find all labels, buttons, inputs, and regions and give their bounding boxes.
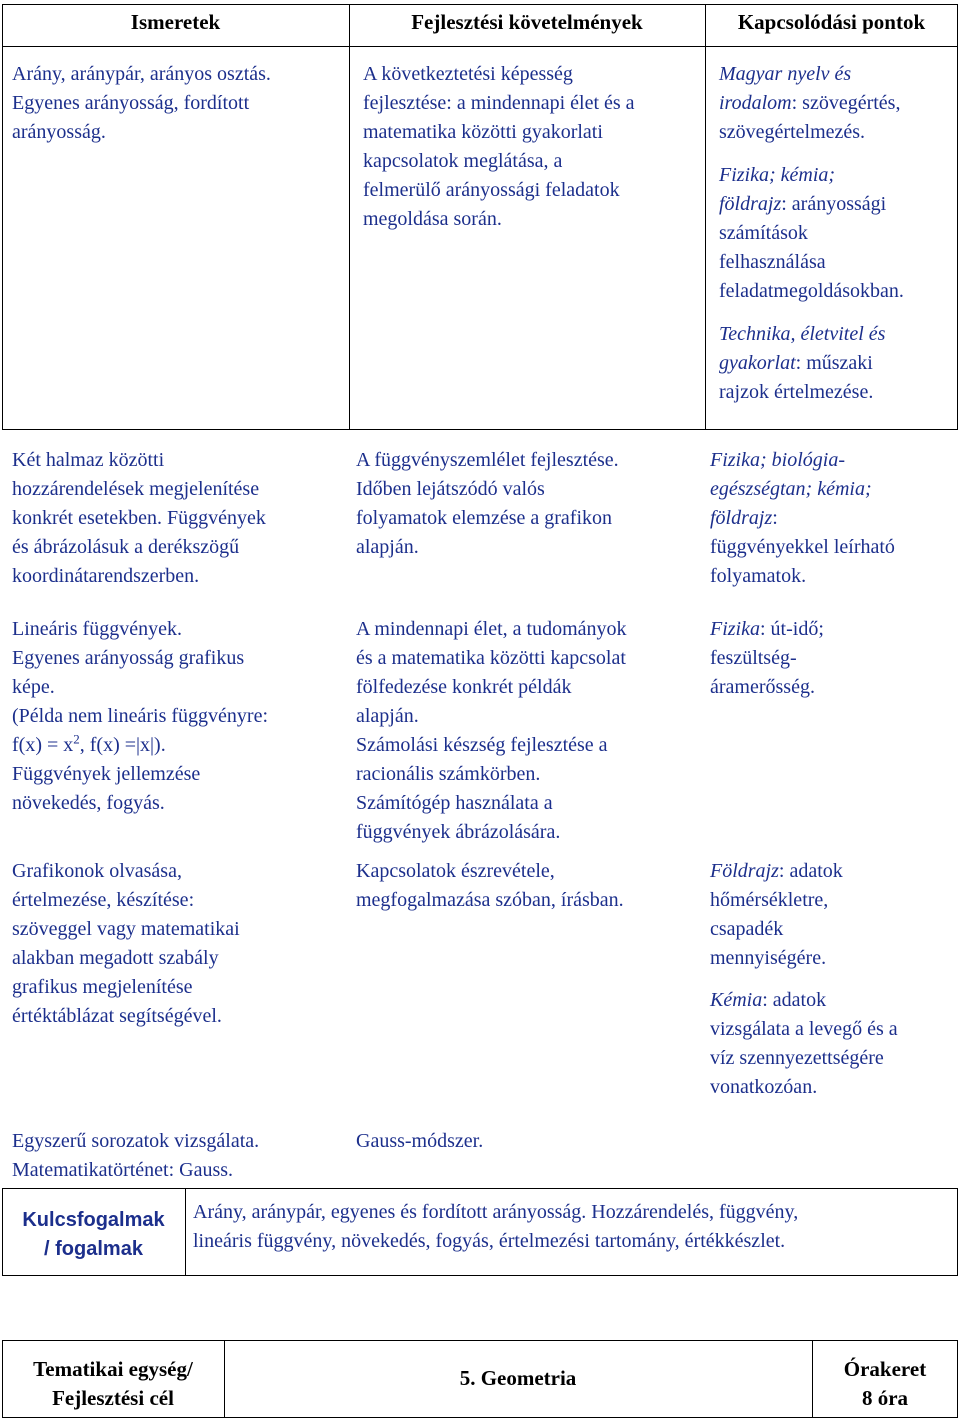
row1-requirements [363,60,635,234]
subject-name: Földrajz [710,860,779,882]
subject-name: földrajz [719,193,782,215]
text-line: víz szennyezettségére [710,1047,884,1069]
formula-exponent: 2 [73,731,80,747]
text-line: Matematikatörténet: Gauss. [12,1159,234,1181]
text-line: A mindennapi élet, a tudományok [356,618,627,640]
text-line: kapcsolatok meglátása, a [363,150,563,172]
text-line: A következtetési képesség [363,63,573,85]
text-line: folyamatok. [710,565,807,587]
text-line: Számítógép használata a [356,792,553,814]
text-line: racionális számkörben. [356,763,541,785]
hours-label: Órakeret [843,1357,927,1381]
text-line: számítások [719,222,808,244]
subject-name: Magyar nyelv és [719,63,852,85]
row5-knowledge [12,1127,259,1185]
text-line: vizsgálata a levegő és a [710,1018,898,1040]
header-knowledge: Ismeretek [130,10,221,34]
label-line: Tematikai egység/ [33,1357,193,1381]
text-line: megfogalmazása szóban, írásban. [356,889,624,911]
label-line: Kulcsfogalmak [22,1209,165,1231]
text-line: feszültség- [710,647,797,669]
subject-name: földrajz [710,507,773,529]
text-line: A függvényszemlélet fejlesztése. [356,449,619,471]
text-line: Arány, aránypár, arányos osztás. [12,63,271,85]
subject-name: gyakorlat [719,352,796,374]
row4-requirements [356,857,624,915]
text-line: alapján. [356,536,419,558]
text-line: szöveggel vagy matematikai [12,918,240,940]
text-line: alakban megadott szabály [12,947,219,969]
text-line: növekedés, fogyás. [12,792,165,814]
text-line: Grafikonok olvasása, [12,860,182,882]
subject-name: Kémia [710,989,763,1011]
text-line: fejlesztése: a mindennapi élet és a [363,92,635,114]
text-line: értelmezése, készítése: [12,889,195,911]
text-line: konkrét esetekben. Függvények [12,507,266,529]
text-line: Számolási készség fejlesztése a [356,734,608,756]
label-line: / fogalmak [44,1238,143,1260]
text-line: (Példa nem lineáris függvényre: [12,705,269,727]
table-divider [2,46,958,47]
subject-name: Technika, életvitel és [719,323,886,345]
row4-knowledge [12,857,240,1031]
subject-name: Fizika [710,618,760,640]
text-line: Időben lejátszódó valós [356,478,545,500]
text-line: megoldása során. [363,208,502,230]
row5-requirements [356,1127,483,1156]
formula-part: , f(x) =|x|). [79,734,166,756]
table-divider [705,4,706,430]
text-line: lineáris függvény, növekedés, fogyás, értelmezési tartomány, értékkészlet. [193,1230,786,1252]
text-line: Egyszerű sorozatok vizsgálata. [12,1130,260,1152]
subject-name: egészségtan; kémia; [710,478,872,500]
text-line: felhasználása [719,251,826,273]
row3-requirements [356,615,627,847]
text-line: és a matematika közötti kapcsolat [356,647,626,669]
header-requirements: Fejlesztési követelmények [411,10,643,34]
text-line: hozzárendelések megjelenítése [12,478,260,500]
formula-part: f(x) = x [12,734,74,756]
text-line: Egyenes arányosság, fordított [12,92,250,114]
text-line: : műszaki [795,352,873,374]
text-line: arányosság. [12,121,106,143]
label-line: Fejlesztési cél [52,1386,174,1410]
text-line: csapadék [710,918,784,940]
text-line: : szövegértés, [791,92,901,114]
row2-knowledge [12,446,266,591]
text-line: : [772,507,778,529]
text-line: grafikus megjelenítése [12,976,193,998]
header-links: Kapcsolódási pontok [737,10,926,34]
text-line: matematika közötti gyakorlati [363,121,603,143]
key-concepts-text [193,1198,798,1256]
text-line: függvényekkel leírható [710,536,895,558]
row4-links [710,857,898,1102]
text-line: : adatok [762,989,827,1011]
table-divider [349,4,350,430]
formula [12,731,268,760]
text-line: fölfedezése konkrét példák [356,676,572,698]
text-line: szövegértelmezés. [719,121,866,143]
text-line: áramerősség. [710,676,815,698]
text-line: Lineáris függvények. [12,618,182,640]
text-line: vonatkozóan. [710,1076,818,1098]
text-line: : arányossági [781,193,887,215]
text-line: Egyenes arányosság grafikus [12,647,245,669]
subject-name: Fizika; biológia- [710,449,845,471]
row2-requirements [356,446,619,562]
row3-links [710,615,824,702]
text-line: alapján. [356,705,419,727]
text-line: és ábrázolásuk a derékszögű [12,536,240,558]
text-line: feladatmegoldásokban. [719,280,904,302]
key-concepts-label [2,1206,185,1264]
text-line: függvények ábrázolására. [356,821,561,843]
text-line: hőmérsékletre, [710,889,829,911]
subject-name: Fizika; kémia; [719,164,836,186]
table-divider [185,1188,186,1276]
text-line: Két halmaz közötti [12,449,165,471]
text-line: rajzok értelmezése. [719,381,874,403]
text-line: Gauss-módszer. [356,1130,484,1152]
hours-value: 8 óra [861,1386,909,1410]
text-line: folyamatok elemzése a grafikon [356,507,612,529]
text-line: koordinátarendszerben. [12,565,200,587]
row3-knowledge [12,615,268,818]
row2-links [710,446,895,591]
row1-links [719,60,904,407]
text-line: felmerülő arányossági feladatok [363,179,620,201]
hours-frame [812,1355,958,1413]
text-line: mennyiségére. [710,947,827,969]
subject-name: irodalom [719,92,792,114]
text-line: Arány, aránypár, egyenes és fordított arányosság. Hozzárendelés, függvény, [193,1201,799,1223]
text-line: értéktáblázat segítségével. [12,1005,222,1027]
row1-knowledge [12,60,271,147]
text-line: Függvények jellemzése [12,763,201,785]
text-line: : út-idő; [760,618,824,640]
text-line: Kapcsolatok észrevétele, [356,860,555,882]
text-line: képe. [12,676,55,698]
text-line: : adatok [778,860,843,882]
thematic-unit-title: 5. Geometria [459,1366,577,1390]
thematic-unit-label [2,1355,224,1413]
